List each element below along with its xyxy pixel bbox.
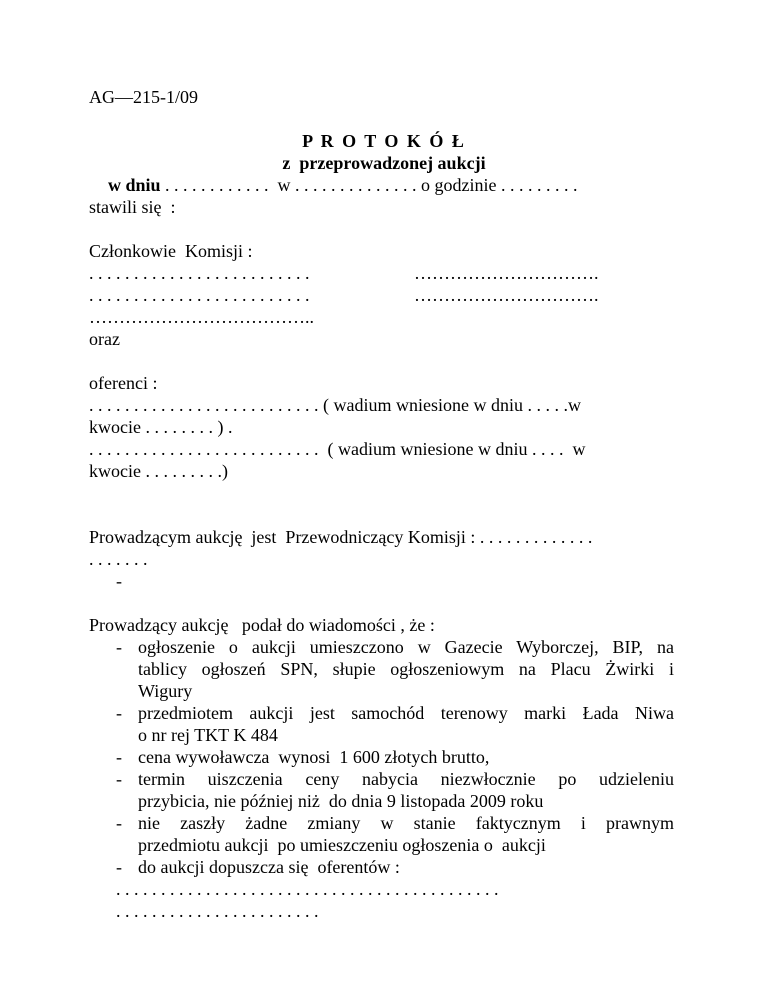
list-dash: - bbox=[116, 813, 122, 833]
date-label: w dniu bbox=[108, 175, 161, 195]
chair-line: . . . . . . . bbox=[89, 549, 148, 569]
document-title: P R O T O K Ó Ł bbox=[302, 131, 466, 151]
list-item-line: przedmiotu aukcji po umieszczeniu ogłoszenia o aukcji bbox=[138, 835, 546, 855]
admitted-bidders-dots: . . . . . . . . . . . . . . . . . . . . . . . bbox=[116, 901, 319, 921]
list-item-line: ogłoszenie o aukcji umieszczono w Gazecie Wyborczej, BIP, na bbox=[138, 637, 674, 657]
list-item-line: termin uiszczenia ceny nabycia niezwłocznie po udzieleniu bbox=[138, 769, 674, 789]
oraz-text: oraz bbox=[89, 329, 120, 349]
list-dash: - bbox=[116, 857, 122, 877]
committee-member-dots: ……………………………….. bbox=[89, 307, 314, 327]
committee-member-dots: . . . . . . . . . . . . . . . . . . . . . . . . . bbox=[89, 285, 310, 305]
bidder-line: kwocie . . . . . . . . .) bbox=[89, 461, 228, 481]
list-item-line: cena wywoławcza wynosi 1 600 złotych brutto, bbox=[138, 747, 490, 767]
chair-dash: - bbox=[116, 571, 122, 591]
list-dash: - bbox=[116, 637, 122, 657]
announcement-intro: Prowadzący aukcję podał do wiadomości , że : bbox=[89, 615, 435, 635]
reference-number: AG—215-1/09 bbox=[89, 87, 198, 107]
list-dash: - bbox=[116, 747, 122, 767]
list-item-line: do aukcji dopuszcza się oferentów : bbox=[138, 857, 400, 877]
list-item-line: tablicy ogłoszeń SPN, słupie ogłoszeniowym na Placu Żwirki i bbox=[138, 659, 674, 679]
bidder-line: kwocie . . . . . . . . ) . bbox=[89, 417, 233, 437]
admitted-bidders-dots: . . . . . . . . . . . . . . . . . . . . . . . . . . . . . . . . . . . . . . . . . . . bbox=[116, 879, 499, 899]
list-item-line: przedmiotem aukcji jest samochód terenowy marki Łada Niwa bbox=[138, 703, 674, 723]
list-item-line: przybicia, nie później niż do dnia 9 listopada 2009 roku bbox=[138, 791, 544, 811]
list-item-line: o nr rej TKT K 484 bbox=[138, 725, 278, 745]
bidder-line: . . . . . . . . . . . . . . . . . . . . . . . . . . ( wadium wniesione w dniu . . . . w bbox=[89, 439, 586, 459]
committee-heading: Członkowie Komisji : bbox=[89, 241, 253, 261]
list-item-line: Wigury bbox=[138, 681, 193, 701]
date-line bbox=[108, 174, 578, 196]
committee-member-dots: …………………………. bbox=[414, 285, 599, 305]
bidder-line: . . . . . . . . . . . . . . . . . . . . . . . . . . ( wadium wniesione w dniu . . . . .w bbox=[89, 395, 581, 415]
committee-member-dots: …………………………. bbox=[414, 263, 599, 283]
bidders-heading: oferenci : bbox=[89, 373, 158, 393]
list-dash: - bbox=[116, 769, 122, 789]
chair-line: Prowadzącym aukcję jest Przewodniczący Komisji : . . . . . . . . . . . . . bbox=[89, 527, 593, 547]
list-dash: - bbox=[116, 703, 122, 723]
committee-member-dots: . . . . . . . . . . . . . . . . . . . . . . . . . bbox=[89, 263, 310, 283]
document-subtitle: z przeprowadzonej aukcji bbox=[282, 153, 486, 173]
date-fields: . . . . . . . . . . . . w . . . . . . . . . . . . . . o godzinie . . . . . . . . . bbox=[160, 175, 578, 195]
present-line: stawili się : bbox=[89, 197, 176, 217]
list-item-line: nie zaszły żadne zmiany w stanie faktycznym i prawnym bbox=[138, 813, 674, 833]
